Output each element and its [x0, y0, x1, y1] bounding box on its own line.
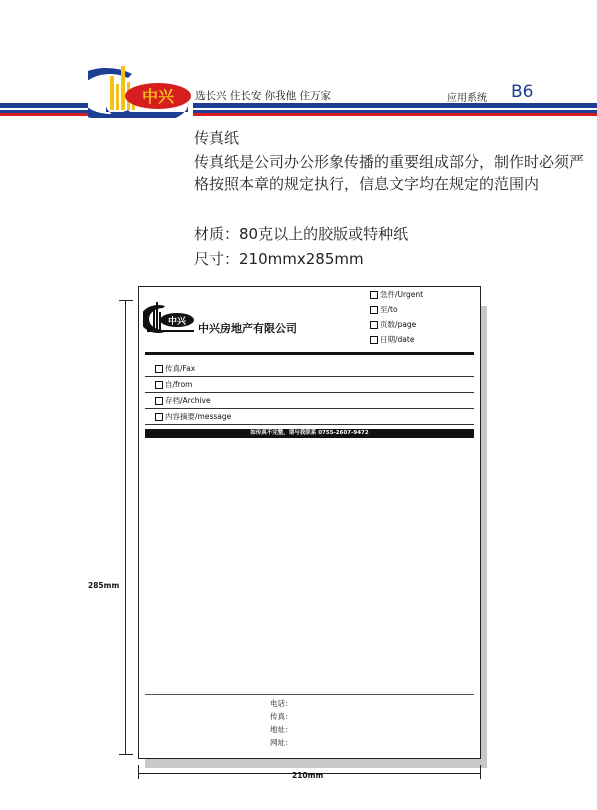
system-label: 应用系统: [447, 93, 487, 104]
company-name: 中兴房地产有限公司: [198, 322, 297, 335]
size-spec: 尺寸：210mmx285mm: [194, 250, 364, 268]
checkbox-label: 页数/page: [380, 320, 417, 329]
checkbox-to[interactable]: [370, 305, 398, 315]
row-rule: [145, 376, 474, 377]
svg-text:中兴: 中兴: [167, 317, 187, 327]
row-rule: [145, 392, 474, 393]
checkbox-box[interactable]: [370, 306, 378, 314]
checkbox-page[interactable]: [370, 320, 416, 330]
row-from[interactable]: [155, 380, 192, 390]
checkbox-label: 急件/Urgent: [380, 290, 424, 299]
row-fax[interactable]: [155, 364, 195, 374]
brand-logo: [88, 62, 193, 118]
footer-fax: 传真：: [270, 712, 293, 721]
footer-divider: [145, 694, 474, 695]
header-divider: [145, 352, 474, 355]
height-label: 285mm: [88, 581, 120, 590]
checkbox-box[interactable]: [155, 397, 163, 405]
checkbox-box[interactable]: [370, 336, 378, 344]
height-tick-bottom: [119, 754, 133, 755]
checkbox-box[interactable]: [370, 291, 378, 299]
row-rule: [145, 408, 474, 409]
notice-bar: 如传真不完整，请与我联系 0755-2607-9472: [145, 429, 474, 438]
checkbox-label: 至/to: [380, 305, 398, 314]
checkbox-box[interactable]: [370, 321, 378, 329]
checkbox-label: 日期/date: [380, 335, 415, 344]
footer-address: 地址：: [270, 725, 293, 734]
footer-website: 网址：: [270, 738, 293, 747]
row-label: 存档/Archive: [165, 396, 211, 405]
checkbox-date[interactable]: [370, 335, 414, 345]
height-tick-top: [119, 300, 133, 301]
footer-phone: 电话：: [270, 699, 293, 708]
row-label: 内容摘要/message: [165, 412, 232, 421]
checkbox-box[interactable]: [155, 413, 163, 421]
section-title: 传真纸: [194, 129, 240, 147]
checkbox-box[interactable]: [155, 381, 163, 389]
fax-logo: [143, 300, 195, 334]
row-label: 传真/Fax: [165, 364, 196, 373]
height-dimension-line: [125, 300, 126, 755]
header-slogan: 选长兴 住长安 你我他 住万家: [195, 90, 332, 102]
page-code: B6: [511, 82, 534, 102]
row-archive[interactable]: [155, 396, 211, 406]
checkbox-urgent[interactable]: [370, 290, 423, 300]
row-label: 自/from: [165, 380, 193, 389]
fax-sheet: [138, 286, 481, 759]
width-tick-right: [480, 765, 481, 779]
row-message[interactable]: [155, 412, 231, 422]
width-label: 210mm: [292, 771, 324, 780]
checkbox-box[interactable]: [155, 365, 163, 373]
svg-text:中兴: 中兴: [141, 87, 175, 106]
width-tick-left: [138, 765, 139, 779]
material-spec: 材质：80克以上的胶版或特种纸: [194, 225, 409, 243]
section-body: 传真纸是公司办公形象传播的重要组成部分，制作时必须严格按照本章的规定执行，信息文字均在规定的范围内: [194, 153, 585, 193]
row-rule: [145, 424, 474, 425]
